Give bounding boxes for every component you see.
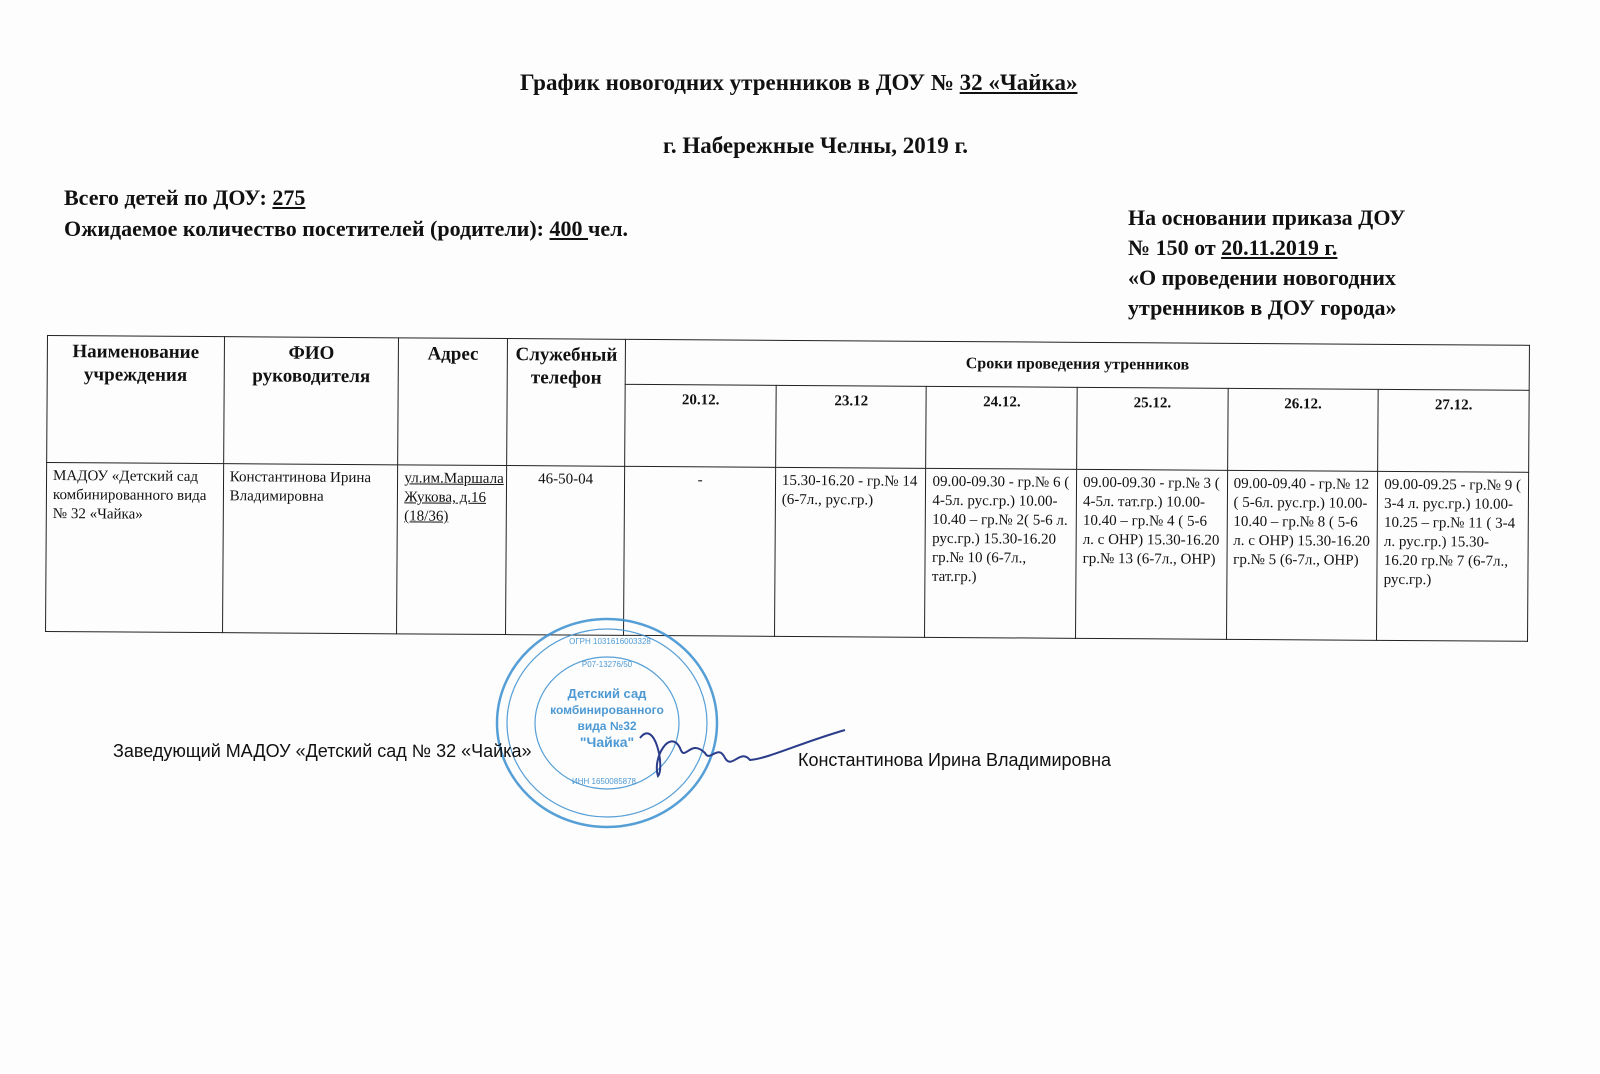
order-reference — [1128, 203, 1405, 323]
date-header: 27.12. — [1378, 389, 1529, 472]
cell-date-6: 09.00-09.25 - гр.№ 9 ( 3-4 л. рус.гр.) 10.00-10.25 – гр.№ 11 ( 3-4 л. рус.гр.) 15.30-16.20 гр.№ 7 (6-7л., рус.гр.) — [1377, 471, 1529, 641]
cell-phone: 46-50-04 — [505, 466, 625, 636]
totals-block — [64, 182, 628, 244]
date-header: 25.12. — [1077, 387, 1228, 470]
cell-date-5: 09.00-09.40 - гр.№ 12 ( 5-6л. рус.гр.) 10.00-10.40 – гр.№ 8 ( 5-6 л. с ОНР) 15.30-16.20 гр.№ 5 (6-7л., ОНР) — [1226, 470, 1378, 640]
col-institution-header: Наименование учреждения — [47, 336, 225, 464]
date-header: 24.12. — [926, 386, 1077, 469]
children-total — [64, 182, 628, 213]
date-header: 26.12. — [1227, 388, 1378, 471]
order-line-3: «О проведении новогодних — [1128, 265, 1396, 290]
stamp-line-4: "Чайка" — [579, 734, 635, 750]
cell-date-1: - — [624, 466, 776, 636]
visitors-count: 400 — [549, 216, 589, 241]
order-line-2 — [1128, 233, 1405, 263]
header-row — [47, 336, 1529, 391]
order-number: № 150 от — [1128, 235, 1222, 260]
visitors-label: Ожидаемое количество посетителей (родители): — [64, 216, 550, 241]
cell-address: ул.им.Маршала Жукова, д.16 (18/36) — [397, 465, 507, 635]
date-header: 20.12. — [625, 384, 776, 467]
cell-institution: МАДОУ «Детский сад комбинированного вида № 32 «Чайка» — [46, 463, 224, 633]
stamp-code: Р07-13276/50 — [581, 660, 633, 669]
children-count: 275 — [272, 185, 306, 210]
table-row — [46, 463, 1529, 642]
col-address-header: Адрес — [398, 338, 507, 466]
visitors-unit: чел. — [588, 216, 629, 241]
title-org: 32 «Чайка» — [959, 70, 1078, 95]
stamp-line-3: вида №32 — [577, 719, 637, 733]
schedule-table — [45, 335, 1530, 642]
visitors-total — [64, 213, 628, 244]
date-header: 23.12 — [776, 385, 927, 468]
cell-date-4: 09.00-09.30 - гр.№ 3 ( 4-5л. тат.гр.) 10.00-10.40 – гр.№ 4 ( 5-6 л. с ОНР) 15.30-16.20 гр.№ 13 (6-7л., ОНР) — [1076, 469, 1228, 639]
stamp-line-1: Детский сад — [567, 686, 647, 701]
col-phone-header: Служебный телефон — [506, 339, 625, 467]
stamp-line-2: комбинированного — [550, 703, 664, 717]
title-prefix: График новогодних утренников в ДОУ № — [520, 70, 960, 95]
order-date: 20.11.2019 г. — [1221, 235, 1338, 260]
cell-date-3: 09.00-09.30 - гр.№ 6 ( 4-5л. рус.гр.) 10.00-10.40 – гр.№ 2( 5-6 л. рус.гр.) 15.30-16.20 гр.№ 10 (6-7л., тат.гр.) — [925, 468, 1077, 638]
footer-name: Константинова Ирина Владимировна — [798, 750, 1112, 770]
cell-date-2: 15.30-16.20 - гр.№ 14 (6-7л., рус.гр.) — [774, 467, 926, 637]
children-label: Всего детей по ДОУ: — [64, 185, 273, 210]
footer-position: Заведующий МАДОУ «Детский сад № 32 «Чайка» — [113, 741, 532, 761]
cell-director: Константинова Ирина Владимировна — [222, 464, 398, 634]
col-dates-span-header: Сроки проведения утренников — [625, 339, 1529, 390]
signature-icon — [610, 708, 850, 788]
stamp-inn: ИНН 1650085878 — [571, 777, 637, 786]
stamp-ogrn: ОГРН 1031616003328 — [569, 637, 651, 646]
order-line-4: утренников в ДОУ города» — [1128, 295, 1397, 320]
page-title — [520, 70, 1077, 96]
order-line-1: На основании приказа ДОУ — [1128, 205, 1406, 230]
city-line: г. Набережные Челны, 2019 г. — [663, 133, 969, 158]
col-director-header: ФИО руководителя — [223, 337, 399, 465]
